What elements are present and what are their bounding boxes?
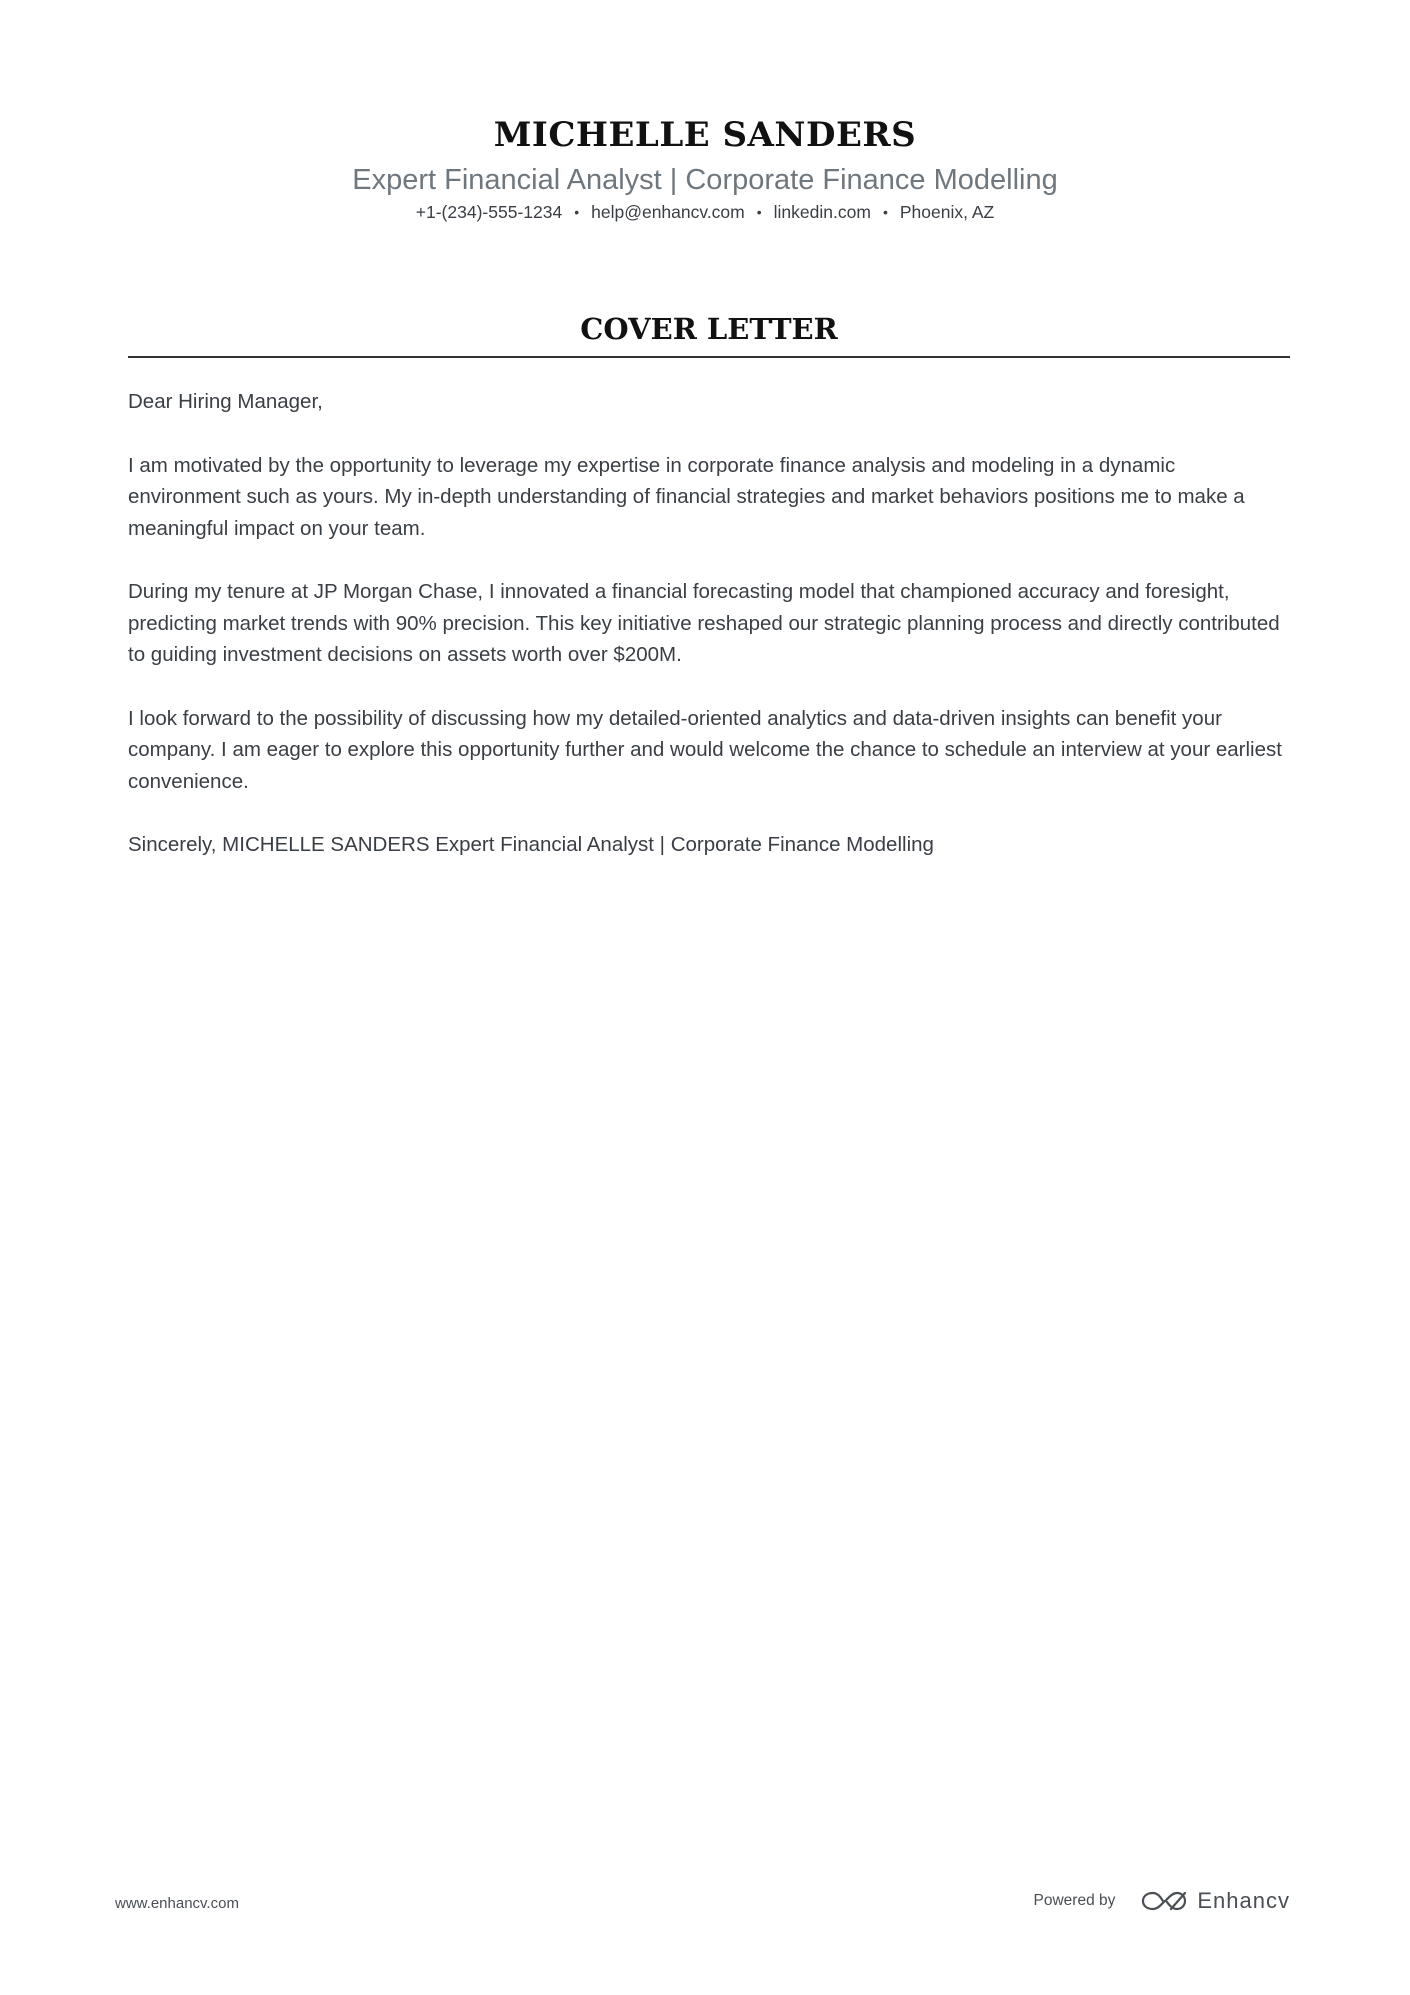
header <box>0 114 1410 225</box>
contact-location: Phoenix, AZ <box>899 202 995 222</box>
candidate-name: MICHELLE SANDERS <box>493 115 917 155</box>
section-title: COVER LETTER <box>580 312 838 346</box>
contact-line <box>0 200 1410 225</box>
bullet-separator: • <box>574 204 580 220</box>
letter-greeting: Dear Hiring Manager, <box>128 390 323 413</box>
candidate-tagline: Expert Financial Analyst | Corporate Finance Modelling <box>352 164 1058 196</box>
section-divider <box>128 356 1290 358</box>
letter-paragraph: During my tenure at JP Morgan Chase, I innovated a financial forecasting model that championed accuracy and foresight, predicting market trends with 90% precision. This key initiative reshaped our strategic planning process and directly contributed to guiding investment decisions on assets worth over $200M. <box>128 580 1280 666</box>
letter-paragraph: I am motivated by the opportunity to leverage my expertise in corporate finance analysis and modeling in a dynamic environment such as yours. My in-depth understanding of financial strategies and market behaviors positions me to make a meaningful impact on your team. <box>128 453 1245 540</box>
letter-closing: Sincerely, MICHELLE SANDERS Expert Financial Analyst | Corporate Finance Modelling <box>128 833 934 856</box>
enhancv-logo-icon <box>1141 1889 1187 1913</box>
footer-powered-by <box>1034 1888 1290 1914</box>
powered-by-label: Powered by <box>1033 1892 1116 1909</box>
bullet-separator: • <box>756 204 762 220</box>
enhancv-wordmark: Enhancv <box>1197 1888 1290 1913</box>
footer-website-link[interactable]: www.enhancv.com <box>115 1895 239 1912</box>
enhancv-logo[interactable] <box>1141 1888 1290 1914</box>
contact-linkedin: linkedin.com <box>773 202 871 222</box>
letter-body <box>128 386 1292 893</box>
bullet-separator: • <box>882 204 888 220</box>
letter-paragraph: I look forward to the possibility of discussing how my detailed-oriented analytics and data-driven insights can benefit your company. I am eager to explore this opportunity further and would welcome the chance to schedule an interview at your earliest convenience. <box>128 706 1282 793</box>
contact-phone: +1-(234)-555-1234 <box>415 202 563 222</box>
contact-email: help@enhancv.com <box>591 202 745 222</box>
